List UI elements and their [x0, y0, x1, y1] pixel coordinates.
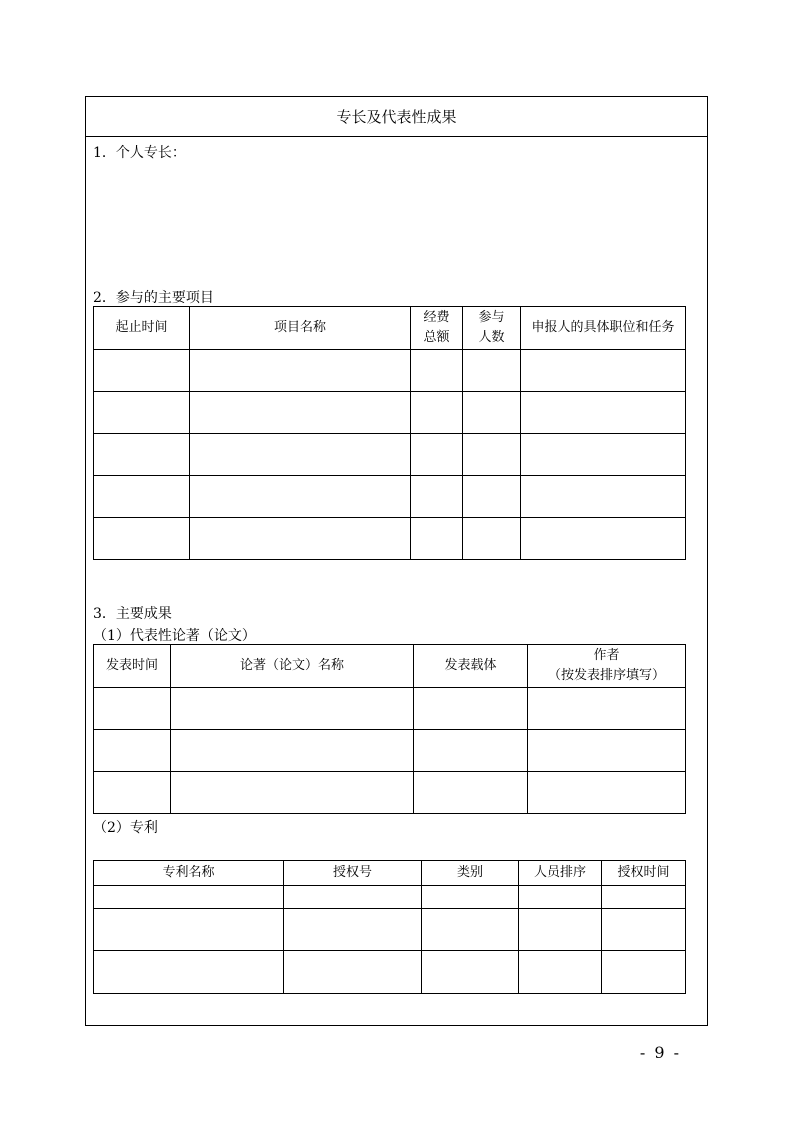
table-cell[interactable]: [284, 886, 422, 909]
table-cell[interactable]: [411, 476, 463, 518]
table-cell[interactable]: [94, 772, 171, 814]
table-cell[interactable]: [190, 434, 411, 476]
table-cell[interactable]: [528, 772, 686, 814]
table-row: [94, 476, 686, 518]
table-row: [94, 772, 686, 814]
projects-table: [93, 306, 686, 560]
page-number: - 9 -: [639, 1043, 681, 1062]
table-cell[interactable]: [528, 730, 686, 772]
col-header-category: 类别: [422, 861, 519, 886]
table-cell[interactable]: [602, 886, 686, 909]
table-cell[interactable]: [411, 518, 463, 560]
table-row: [94, 730, 686, 772]
table-row: [94, 434, 686, 476]
table-cell[interactable]: [528, 688, 686, 730]
col-header-person-order: 人员排序: [519, 861, 602, 886]
col-header-role-label: 申报人的具体职位和任务: [531, 320, 675, 335]
section-3-heading: 3．主要成果: [93, 606, 172, 622]
table-cell[interactable]: [94, 688, 171, 730]
table-cell[interactable]: [411, 350, 463, 392]
table-cell[interactable]: [463, 518, 521, 560]
col-header-grant-time: 授权时间: [602, 861, 686, 886]
col-header-funding-label: 经费总额: [423, 310, 450, 345]
table-cell[interactable]: [521, 350, 686, 392]
table-cell[interactable]: [94, 909, 284, 951]
table-cell[interactable]: [94, 476, 190, 518]
section-2-heading: 2．参与的主要项目: [93, 290, 214, 306]
table-row: [94, 518, 686, 560]
table-cell[interactable]: [463, 476, 521, 518]
table-row: [94, 886, 686, 909]
table-cell[interactable]: [171, 772, 414, 814]
table-cell[interactable]: [284, 951, 422, 994]
table-cell[interactable]: [414, 688, 528, 730]
table-row: [94, 951, 686, 994]
col-header-patent-name: 专利名称: [94, 861, 284, 886]
col-header-authors-note: （按发表排序填写）: [547, 668, 665, 683]
col-header-period: 起止时间: [94, 307, 190, 350]
table-cell[interactable]: [521, 434, 686, 476]
table-cell[interactable]: [190, 392, 411, 434]
table-cell[interactable]: [284, 909, 422, 951]
table-cell[interactable]: [422, 909, 519, 951]
table-cell[interactable]: [94, 350, 190, 392]
patents-table: [93, 860, 686, 994]
col-header-publish-time: 发表时间: [94, 645, 171, 688]
col-header-role: [521, 307, 686, 350]
table-cell[interactable]: [190, 350, 411, 392]
table-cell[interactable]: [190, 518, 411, 560]
table-cell[interactable]: [521, 518, 686, 560]
table-cell[interactable]: [463, 350, 521, 392]
table-cell[interactable]: [94, 392, 190, 434]
table-cell[interactable]: [422, 951, 519, 994]
col-header-participants-label: 参与人数: [478, 310, 505, 345]
papers-table: [93, 644, 686, 814]
col-header-participants: [463, 307, 521, 350]
table-cell[interactable]: [94, 730, 171, 772]
col-header-paper-name: 论著（论文）名称: [171, 645, 414, 688]
table-cell[interactable]: [94, 951, 284, 994]
table-cell[interactable]: [521, 392, 686, 434]
table-cell[interactable]: [171, 730, 414, 772]
table-row: [94, 688, 686, 730]
table-cell[interactable]: [422, 886, 519, 909]
table-cell[interactable]: [414, 772, 528, 814]
col-header-funding: [411, 307, 463, 350]
col-header-publication: 发表载体: [414, 645, 528, 688]
table-cell[interactable]: [602, 951, 686, 994]
col-header-grant-number: 授权号: [284, 861, 422, 886]
table-cell[interactable]: [602, 909, 686, 951]
form-title: 专长及代表性成果: [86, 97, 707, 137]
col-header-authors-label: 作者: [593, 648, 620, 663]
col-header-authors: [528, 645, 686, 688]
table-cell[interactable]: [171, 688, 414, 730]
table-cell[interactable]: [521, 476, 686, 518]
table-cell[interactable]: [519, 951, 602, 994]
table-row: [94, 392, 686, 434]
papers-heading: （1）代表性论著（论文）: [93, 628, 256, 644]
table-cell[interactable]: [519, 909, 602, 951]
table-cell[interactable]: [411, 434, 463, 476]
table-cell[interactable]: [463, 434, 521, 476]
table-cell[interactable]: [519, 886, 602, 909]
col-header-project-name: 项目名称: [190, 307, 411, 350]
table-row: [94, 350, 686, 392]
table-cell[interactable]: [414, 730, 528, 772]
table-cell[interactable]: [411, 392, 463, 434]
patents-heading: （2）专利: [93, 820, 158, 836]
table-cell[interactable]: [190, 476, 411, 518]
table-row: [94, 909, 686, 951]
table-cell[interactable]: [463, 392, 521, 434]
table-cell[interactable]: [94, 434, 190, 476]
table-cell[interactable]: [94, 518, 190, 560]
table-cell[interactable]: [94, 886, 284, 909]
section-1-heading: 1．个人专长：: [93, 145, 186, 161]
